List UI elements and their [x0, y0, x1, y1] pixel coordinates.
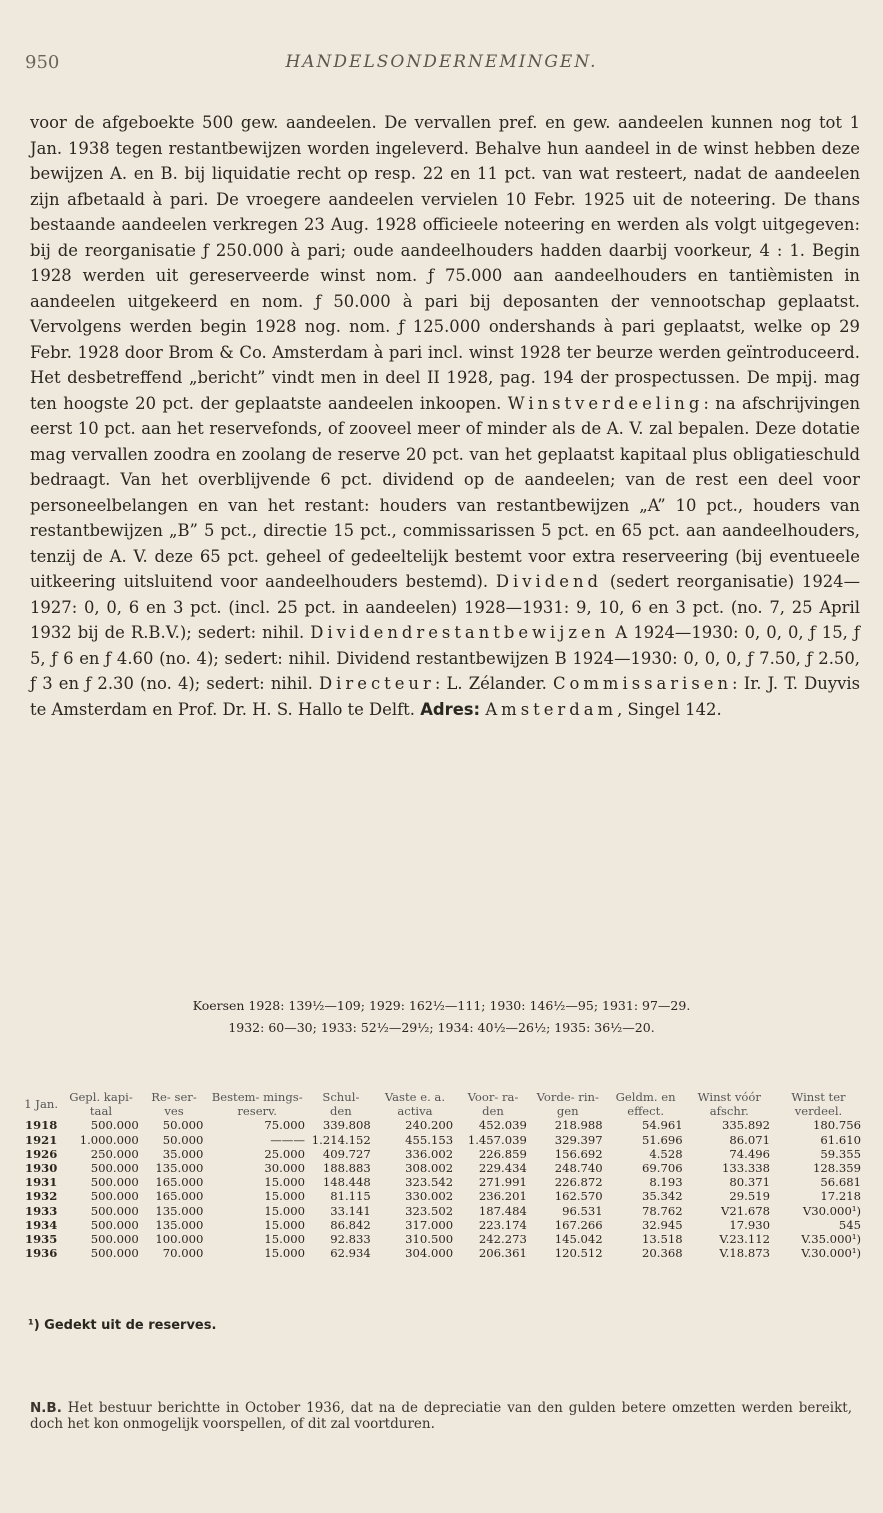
table-cell: 339.808	[322, 1118, 371, 1133]
column-header: Voor- ra- den	[467, 1090, 519, 1119]
table-cell: 135.000	[155, 1161, 204, 1176]
paragraph-segment: (sedert reorganisatie) 1924—1927: 0, 0, 6 en 3 pct. (incl. 25 pct. in aandeelen) 1928—1931: 9, 10, 6 en 3 pct. (no. 7, 25 April 1932 bij de R.B.V.); sedert: nihil.	[30, 572, 860, 642]
running-title: HANDELSONDERNEMINGEN.	[285, 52, 598, 72]
table-cell: 500.000	[90, 1161, 139, 1176]
table-cell: 15.000	[264, 1175, 305, 1190]
paragraph-segment: Dividendrestantbewijzen	[310, 623, 610, 642]
table-cell: 1930	[25, 1161, 58, 1176]
paragraph-segment: : Ir. J. T. Duyvis te Amsterdam en Prof. Dr. H. S. Hallo te Delft.	[30, 674, 860, 719]
table-cell: 226.872	[554, 1175, 603, 1190]
table-cell: 162.570	[554, 1189, 603, 1204]
column-header: Bestem- mings- reserv.	[211, 1090, 303, 1119]
table-row	[22, 1218, 864, 1232]
table-cell: 15.000	[264, 1217, 305, 1232]
column-header: Gepl. kapi- taal	[69, 1090, 133, 1119]
nb-text: Het bestuur berichtte in October 1936, dat na de depreciatie van den gulden betere omzetten werden bereikt, doch het kon onmogelijk voorspellen, of dit zal voortduren.	[30, 1400, 852, 1432]
table-cell: 17.218	[820, 1189, 861, 1204]
table-cell: 1935	[25, 1232, 58, 1247]
table-cell: 13.518	[642, 1232, 683, 1247]
paragraph-segment: , Singel 142.	[617, 699, 722, 719]
table-cell: 59.355	[820, 1146, 861, 1161]
table-cell: 54.961	[642, 1118, 683, 1133]
table-cell: 80.371	[729, 1175, 770, 1190]
table-cell: 1931	[25, 1175, 58, 1190]
table-cell: 1.214.152	[311, 1132, 371, 1147]
table-cell: 148.448	[322, 1175, 371, 1190]
table-cell: 17.930	[729, 1217, 770, 1232]
table-cell: 86.842	[330, 1217, 371, 1232]
table-cell: 500.000	[90, 1203, 139, 1218]
table-cell: 62.934	[330, 1246, 371, 1261]
table-cell: 187.484	[478, 1203, 527, 1218]
column-header: Winst ter verdeel.	[791, 1090, 846, 1119]
page-header	[0, 52, 883, 80]
paragraph-segment: Amsterdam	[485, 699, 618, 719]
paragraph-segment: Directeur	[319, 674, 435, 693]
financial-table	[22, 1090, 864, 1260]
table-cell: V.30.000¹)	[801, 1246, 861, 1261]
table-cell: 50.000	[162, 1118, 204, 1133]
table-header-row	[22, 1090, 864, 1118]
paragraph-segment: Dividend	[495, 572, 603, 591]
table-cell: 8.193	[649, 1175, 683, 1190]
table-cell: 69.706	[642, 1161, 683, 1176]
column-header: 1 Jan.	[24, 1097, 59, 1112]
paragraph-segment: voor de afgeboekte 500 gew. aandeelen. De vervallen pref. en gew. aandeelen kunnen nog tot 1 Jan. 1938 tegen restantbewijzen worden ingeleverd. Behalve hun aandeel in de winst hebben deze bewijzen A. en B. bij liquidatie recht op resp. 22 en 11 pct. van wat resteert, nadat de aandeelen zijn afbetaald à pari. De vroegere aandeelen vervielen 10 Febr. 1925 uit de noteering. De thans bestaande aandeelen verkregen 23 Aug. 1928 officieele noteering en werden als volgt uitgegeven: bij de reorganisatie ƒ 250.000 à pari; oude aandeelhouders hadden daarbij voorkeur, 4 : 1. Begin 1928 werden uit gereserveerde winst nom. ƒ 75.000 aan aandeelhouders en tantièmisten in aandeelen uitgekeerd en nom. ƒ 50.000 à pari bij deposanten der vennootschap geplaatst. Vervolgens werden begin 1928 nog. nom. ƒ 125.000 ondershands à pari geplaatst, welke op 29 Febr. 1928 door Brom & Co. Amsterdam à pari incl. winst 1928 ter beurze werden geïntroduceerd. Het desbetreffend „bericht” vindt men in deel II 1928, pag. 194 der prospectussen. De mpij. mag ten hoogste 20 pct. der geplaatste aandeelen inkoopen.	[30, 113, 860, 413]
table-cell: 500.000	[90, 1118, 139, 1133]
table-cell: 500.000	[90, 1175, 139, 1190]
table-cell: ———	[270, 1132, 305, 1147]
table-cell: 223.174	[478, 1217, 527, 1232]
table-cell: 35.342	[642, 1189, 683, 1204]
table-cell: V30.000¹)	[802, 1203, 861, 1218]
table-cell: 81.115	[330, 1189, 371, 1204]
table-cell: 100.000	[155, 1232, 204, 1247]
table-row	[22, 1204, 864, 1218]
table-cell: 455.153	[405, 1132, 454, 1147]
table-cell: V.35.000¹)	[801, 1232, 861, 1247]
company-description-paragraph	[30, 110, 860, 722]
table-row	[22, 1232, 864, 1246]
column-header: Re- ser- ves	[151, 1090, 197, 1119]
table-cell: 86.071	[729, 1132, 770, 1147]
table-cell: 15.000	[264, 1246, 305, 1261]
table-cell: 32.945	[642, 1217, 683, 1232]
table-cell: 250.000	[90, 1146, 139, 1161]
column-header: Geldm. en effect.	[615, 1090, 676, 1119]
paragraph-segment: Adres:	[420, 699, 481, 719]
table-cell: 1934	[25, 1217, 58, 1232]
table-cell: 304.000	[405, 1246, 454, 1261]
table-row	[22, 1161, 864, 1175]
table-cell: 242.273	[478, 1232, 527, 1247]
table-cell: 229.434	[478, 1161, 527, 1176]
table-cell: V.23.112	[719, 1232, 770, 1247]
table-cell: 29.519	[729, 1189, 770, 1204]
column-header: Vaste e. a. activa	[384, 1090, 446, 1119]
table-cell: 15.000	[264, 1203, 305, 1218]
table-cell: 335.892	[722, 1118, 770, 1133]
table-cell: 500.000	[90, 1189, 139, 1204]
table-cell: 1932	[25, 1189, 58, 1204]
table-cell: 70.000	[162, 1246, 204, 1261]
table-cell: 206.361	[478, 1246, 527, 1261]
table-cell: 1918	[25, 1118, 58, 1133]
table-cell: 240.200	[405, 1118, 454, 1133]
paragraph-segment: Commissarisen	[552, 674, 733, 693]
table-cell: 135.000	[155, 1203, 204, 1218]
table-cell: 409.727	[322, 1146, 371, 1161]
page-number: 950	[25, 52, 60, 73]
table-cell: 500.000	[90, 1246, 139, 1261]
table-cell: 74.496	[729, 1146, 770, 1161]
table-cell: 1.000.000	[79, 1132, 139, 1147]
table-cell: 30.000	[264, 1161, 305, 1176]
column-header: Schul- den	[322, 1090, 360, 1119]
table-cell: 218.988	[554, 1118, 603, 1133]
table-body	[22, 1118, 864, 1260]
koersen-block	[0, 995, 883, 1039]
koersen-line-1: Koersen 1928: 139½—109; 1929: 162½—111; 1930: 146½—95; 1931: 97—29.	[192, 998, 691, 1013]
table-row	[22, 1133, 864, 1147]
table-cell: 56.681	[820, 1175, 861, 1190]
table-cell: 1933	[25, 1203, 58, 1218]
table-cell: 500.000	[90, 1232, 139, 1247]
table-cell: 329.397	[554, 1132, 603, 1147]
paragraph-segment: : L. Zélander.	[434, 674, 553, 693]
table-cell: 145.042	[554, 1232, 603, 1247]
table-cell: 323.502	[405, 1203, 454, 1218]
table-cell: 156.692	[554, 1146, 603, 1161]
table-cell: 15.000	[264, 1232, 305, 1247]
paragraph-segment: Winstverdeeling	[507, 393, 704, 413]
table-cell: 167.266	[554, 1217, 603, 1232]
table-cell: 226.859	[478, 1146, 527, 1161]
table-cell: 35.000	[162, 1146, 204, 1161]
column-header: Vorde- rin- gen	[536, 1090, 599, 1119]
table-cell: 33.141	[330, 1203, 371, 1218]
table-cell: 133.338	[722, 1161, 770, 1176]
koersen-line-2: 1932: 60—30; 1933: 52½—29½; 1934: 40½—26½; 1935: 36½—20.	[228, 1020, 655, 1035]
table-cell: 323.542	[405, 1175, 454, 1190]
table-cell: 128.359	[813, 1161, 861, 1176]
table-cell: 50.000	[162, 1132, 204, 1147]
paragraph-segment: A 1924—1930: 0, 0, 0, ƒ 15, ƒ 5, ƒ 6 en ƒ 4.60 (no. 4); sedert: nihil. Dividend restantbewijzen B 1924—1930: 0, 0, 0, ƒ 7.50, ƒ 2.50, ƒ 3 en ƒ 2.30 (no. 4); sedert: nihil.	[30, 623, 860, 693]
table-cell: 20.368	[642, 1246, 683, 1261]
table-cell: 1926	[25, 1146, 58, 1161]
paragraph-segment: : na afschrijvingen eerst 10 pct. aan het reservefonds, of zooveel meer of minder als de A. V. zal bepalen. Deze dotatie mag vervallen zoodra en zoolang de reserve 20 pct. van het geplaatst kapitaal plus obligatieschuld bedraagt. Van het overblijvende 6 pct. dividend op de aandeelen; van de rest een deel voor personeelbelangen en van het restant: houders van restantbewijzen „A” 10 pct., houders van restantbewijzen „B” 5 pct., directie 15 pct., commissarissen 5 pct. en 65 pct. aan aandeelhouders, tenzij de A. V. deze 65 pct. geheel of gedeeltelijk bestemt voor extra reserveering (bij eventueele uitkeering uitsluitend voor aandeelhouders bestemd).	[30, 393, 860, 591]
table-cell: 25.000	[264, 1146, 305, 1161]
table-cell: 317.000	[405, 1217, 454, 1232]
table-cell: V21.678	[721, 1203, 770, 1218]
table-cell: 180.756	[813, 1118, 861, 1133]
table-cell: 165.000	[155, 1175, 204, 1190]
table-cell: 330.002	[405, 1189, 454, 1204]
body-text	[30, 110, 860, 722]
table-cell: 236.201	[478, 1189, 527, 1204]
table-cell: 336.002	[405, 1146, 454, 1161]
table-cell: 271.991	[478, 1175, 527, 1190]
footnote: ¹) Gedekt uit de reserves.	[28, 1318, 217, 1333]
table-cell: 500.000	[90, 1217, 139, 1232]
table-row	[22, 1118, 864, 1132]
table-row	[22, 1147, 864, 1161]
table-cell: 165.000	[155, 1189, 204, 1204]
table-cell: 1921	[25, 1132, 58, 1147]
table-cell: 310.500	[405, 1232, 454, 1247]
nb-note	[30, 1400, 852, 1432]
table-cell: 15.000	[264, 1189, 305, 1204]
table-cell: 248.740	[554, 1161, 603, 1176]
table-cell: 452.039	[478, 1118, 527, 1133]
table-cell: 4.528	[649, 1146, 683, 1161]
table-cell: 135.000	[155, 1217, 204, 1232]
table-row	[22, 1246, 864, 1260]
column-header: Winst vóór afschr.	[697, 1090, 761, 1119]
table-cell: 120.512	[554, 1246, 603, 1261]
table-cell: 75.000	[264, 1118, 305, 1133]
table-cell: 51.696	[642, 1132, 683, 1147]
table-cell: 308.002	[405, 1161, 454, 1176]
table-cell: 78.762	[642, 1203, 683, 1218]
table-cell: 61.610	[820, 1132, 861, 1147]
table-cell: V.18.873	[719, 1246, 770, 1261]
nb-label: N.B.	[30, 1400, 62, 1416]
table-row	[22, 1189, 864, 1203]
table-cell: 1.457.039	[467, 1132, 527, 1147]
table-cell: 92.833	[330, 1232, 371, 1247]
table-row	[22, 1175, 864, 1189]
table-cell: 1936	[25, 1246, 58, 1261]
table-cell: 545	[838, 1217, 861, 1232]
table-cell: 96.531	[562, 1203, 603, 1218]
table-cell: 188.883	[322, 1161, 371, 1176]
